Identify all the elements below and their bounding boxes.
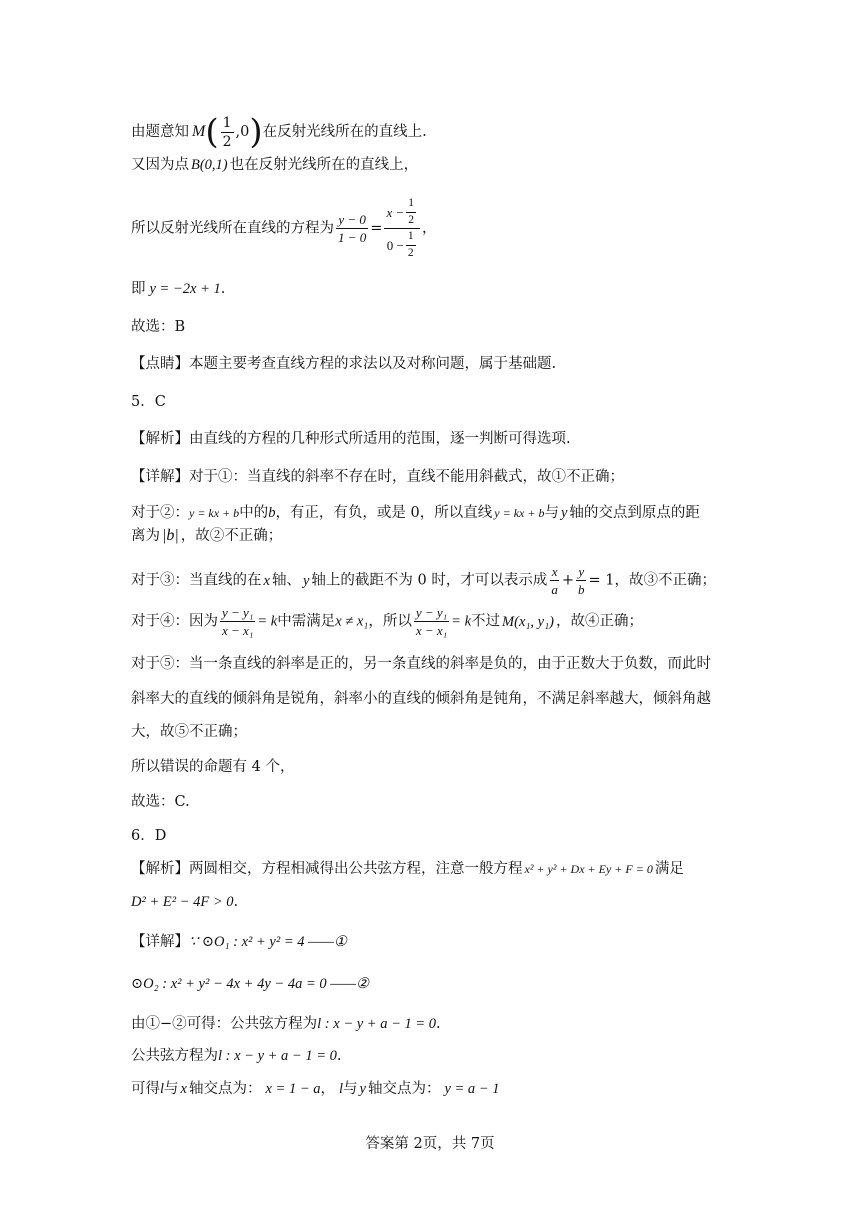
- line-22: [131, 935, 347, 950]
- fraction-slope: [220, 606, 255, 637]
- line-24: [131, 1017, 441, 1032]
- fraction-den: 2: [222, 133, 232, 150]
- line-6: 【点睛】本题主要考查直线方程的求法以及对称问题，属于基础题.: [131, 356, 557, 372]
- line-1: [131, 112, 427, 152]
- fraction-den: [385, 229, 420, 259]
- text: 又因为点: [131, 157, 189, 173]
- math-y: y: [302, 572, 310, 589]
- line-10: [131, 506, 700, 521]
- fraction-num: y − y₁: [222, 605, 254, 620]
- math-eq: =: [370, 220, 383, 237]
- text: 【详解】: [131, 934, 189, 950]
- line-8: 【解析】由直线的方程的几种形式所适用的范围，逐一判断可得选项.: [131, 431, 571, 447]
- text: 轴交点为：: [188, 1081, 262, 1097]
- math-circle-1: ∵ ⊙O₁ : x² + y² = 4 ——①: [189, 934, 347, 950]
- line-16: 大，故⑤不正确；: [131, 724, 247, 740]
- text: .: [220, 281, 226, 297]
- text: 轴、: [271, 572, 301, 589]
- text: .: [336, 1048, 342, 1064]
- math-condition: D² + E² − 4F > 0: [131, 894, 234, 910]
- math-eq-k: = k: [257, 613, 278, 630]
- line-19: 6．D: [131, 828, 167, 844]
- math-kxb: y = kx + b: [494, 506, 545, 520]
- text: 也在反射光线所在的直线上，: [229, 157, 419, 173]
- line-23: [131, 977, 369, 992]
- math-point-M: M: [192, 123, 206, 140]
- math-plus: +: [561, 572, 574, 589]
- text: 不过: [471, 613, 501, 630]
- line-3: [131, 198, 436, 259]
- line-11: [131, 524, 282, 548]
- fraction-half: [221, 116, 234, 149]
- line-12: [131, 565, 716, 596]
- text: ，有正，有负，或是 0，所以直线: [275, 505, 493, 521]
- fraction-den: 2: [407, 246, 414, 259]
- fraction-num: 1: [406, 198, 416, 213]
- math-chord-equation: l : x − y + a − 1 = 0: [218, 1048, 337, 1064]
- fraction-den: x − x₁: [222, 623, 254, 638]
- text: 与: [164, 1081, 179, 1097]
- math-kxb: y = kx + b: [189, 506, 240, 520]
- math-chord-equation: l : x − y + a − 1 = 0: [317, 1016, 437, 1032]
- line-18: 故选：C.: [131, 794, 190, 810]
- text: 公共弦方程为: [131, 1048, 218, 1064]
- text: 对于②：: [131, 505, 189, 521]
- text: ，故③不正确；: [614, 572, 716, 589]
- fraction-y-b: [576, 565, 587, 596]
- text: 由①−②可得：公共弦方程为: [131, 1016, 318, 1032]
- math-text: x −: [386, 204, 405, 220]
- text: 【解析】两圆相交，方程相减得出公共弦方程，注意一般方程: [131, 861, 523, 877]
- math-line-equation: y = −2x + 1: [149, 281, 221, 297]
- line-26: [131, 1082, 499, 1097]
- text: 在反射光线所在的直线上.: [262, 124, 427, 140]
- line-17: 所以错误的命题有 4 个，: [131, 759, 295, 775]
- math-text: 0 −: [386, 237, 404, 253]
- math-text: ,0: [235, 124, 250, 140]
- line-4: [131, 282, 225, 297]
- text: 即: [131, 281, 146, 297]
- fraction-half: [406, 198, 416, 226]
- text: 可得: [131, 1081, 160, 1097]
- math-point-B: B(0,1): [191, 157, 228, 173]
- fraction-den: 1 − 0: [338, 230, 367, 245]
- fraction-den: a: [551, 582, 558, 597]
- math-x-intercept: x = 1 − a: [265, 1081, 321, 1097]
- math-circle-2: ⊙O₂ : x² + y² − 4x + 4y − 4a = 0 ——②: [131, 976, 370, 992]
- text: 对于④：因为: [131, 613, 218, 630]
- math-l: l: [338, 1081, 344, 1097]
- text: 由题意知: [131, 124, 189, 140]
- math-y: y: [359, 1081, 366, 1097]
- fraction-num: y − 0: [338, 212, 366, 227]
- math-point-M: M(x₁, y₁): [502, 613, 554, 630]
- fraction-num: y: [578, 564, 585, 579]
- line-2: [131, 158, 418, 173]
- text: 所以反射光线所在直线的方程为: [131, 220, 334, 237]
- math-y: y: [560, 505, 568, 521]
- fraction-num: 1: [222, 114, 232, 131]
- text: 中需满足: [277, 613, 336, 630]
- math-y-intercept: y = a − 1: [444, 1081, 500, 1097]
- line-20: [131, 862, 684, 877]
- line-15: 斜率大的直线的倾斜角是锐角，斜率小的直线的倾斜角是钝角，不满足斜率越大，倾斜角越: [131, 691, 711, 707]
- fraction-lhs: [336, 213, 368, 244]
- text: ，: [320, 1081, 335, 1097]
- fraction-half: [406, 231, 416, 259]
- fraction-den: x − x₁: [415, 623, 448, 638]
- math-x-ne-x1: x ≠ x₁: [335, 613, 369, 630]
- math-b: b: [268, 505, 276, 521]
- math-abs-b: |b|: [162, 527, 179, 544]
- text: ，: [421, 220, 437, 237]
- fraction-num: 1: [406, 231, 416, 246]
- text: 中的: [239, 505, 269, 521]
- text: 轴上的截距不为 0 时，才可以表示成: [311, 572, 548, 589]
- fraction-num: [384, 198, 420, 229]
- text: ，所以: [368, 613, 412, 630]
- text: ，故②不正确；: [180, 528, 283, 544]
- line-25: [131, 1049, 341, 1064]
- line-9: 【详解】对于①：当直线的斜率不存在时，直线不能用斜截式，故①不正确；: [131, 469, 624, 485]
- text: 离为: [131, 528, 160, 544]
- fraction-x-a: [549, 565, 560, 596]
- fraction-den: b: [577, 582, 585, 597]
- text: 与: [343, 1081, 358, 1097]
- text: .: [233, 894, 239, 910]
- math-eq-one: = 1: [588, 572, 615, 589]
- line-5: 故选：B: [131, 319, 186, 335]
- text: .: [436, 1016, 441, 1032]
- paren-right: ): [249, 112, 263, 152]
- line-21: [131, 895, 238, 910]
- fraction-slope: [414, 606, 449, 637]
- math-general-equation: x² + y² + Dx + Ey + F = 0: [524, 862, 653, 876]
- line-13: [131, 606, 643, 637]
- text: ，故④正确；: [555, 613, 643, 630]
- line-14: 对于⑤：当一条直线的斜率是正的，另一条直线的斜率是负的，由于正数大于负数，而此时: [131, 656, 711, 672]
- fraction-num: y − y₁: [415, 605, 448, 620]
- paren-left: (: [205, 112, 219, 152]
- fraction-den: 2: [408, 213, 414, 226]
- line-7: 5．C: [131, 394, 166, 410]
- text: 轴交点为：: [367, 1081, 441, 1097]
- fraction-num: x: [551, 564, 558, 579]
- math-x: x: [180, 1081, 187, 1097]
- text: 轴的交点到原点的距: [569, 505, 700, 521]
- page-footer: 答案第 2页，共 7页: [365, 1136, 495, 1152]
- math-x: x: [263, 572, 270, 589]
- math-eq-k: = k: [451, 613, 472, 630]
- fraction-rhs: [384, 198, 420, 259]
- text: 与: [544, 505, 559, 521]
- text: 满足: [654, 861, 684, 877]
- math-l: l: [160, 1081, 165, 1097]
- text: 对于③：当直线的在: [131, 572, 262, 589]
